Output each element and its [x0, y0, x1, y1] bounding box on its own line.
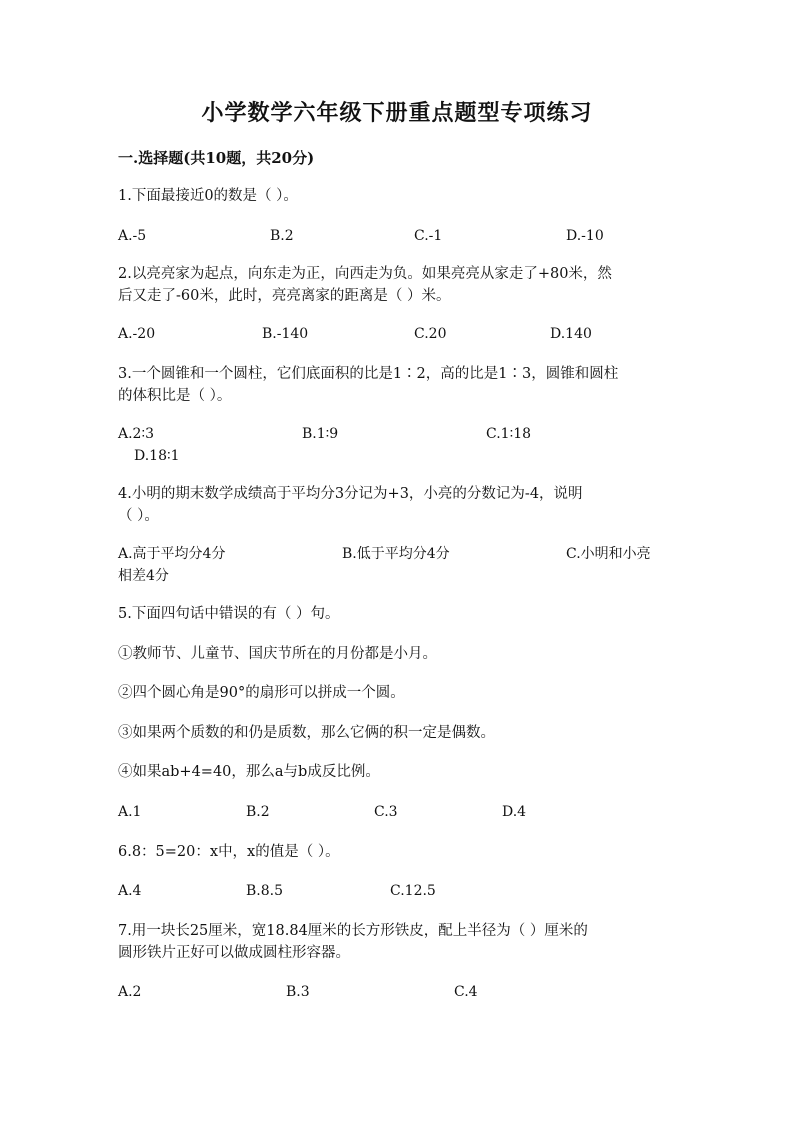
- question-3-stem-line-1: 3.一个圆锥和一个圆柱，它们底面积的比是1∶2，高的比是1∶3，圆锥和圆柱: [118, 366, 619, 382]
- question-4-option-c: C.小明和小亮: [566, 546, 651, 562]
- question-1-option-d: D.-10: [566, 228, 604, 244]
- question-2-stem-line-2: 后又走了-60米，此时，亮亮离家的距离是（ ）米。: [118, 288, 451, 304]
- question-1-option-c: C.-1: [414, 228, 443, 244]
- question-4-stem-line-2: （ ）。: [118, 508, 159, 524]
- question-7-option-b: B.3: [286, 984, 310, 1000]
- question-4-option-b: B.低于平均分4分: [342, 546, 450, 562]
- question-5-statement-3: ③如果两个质数的和仍是质数，那么它俩的积一定是偶数。: [118, 725, 495, 741]
- question-7-option-c: C.4: [454, 984, 478, 1000]
- section-heading: 一.选择题(共10题，共20分): [118, 149, 315, 167]
- question-4-option-c-continued: 相差4分: [118, 568, 169, 584]
- question-1-option-b: B.2: [270, 228, 294, 244]
- page-title: 小学数学六年级下册重点题型专项练习: [201, 100, 593, 126]
- question-5-statement-1: ①教师节、儿童节、国庆节所在的月份都是小月。: [118, 646, 437, 662]
- question-6-stem: 6.8：5=20：x中，x的值是（ ）。: [118, 844, 340, 860]
- question-5-option-b: B.2: [246, 804, 270, 820]
- question-7-stem-line-1: 7.用一块长25厘米，宽18.84厘米的长方形铁皮，配上半径为（ ）厘米的: [118, 923, 588, 939]
- question-5-option-d: D.4: [502, 804, 527, 820]
- question-6-option-b: B.8.5: [246, 883, 284, 899]
- question-5-option-a: A.1: [118, 804, 142, 820]
- question-5-statement-4: ④如果ab+4=40，那么a与b成反比例。: [118, 764, 380, 780]
- question-3-option-c: C.1∶18: [486, 426, 532, 442]
- question-5-statement-2: ②四个圆心角是90°的扇形可以拼成一个圆。: [118, 685, 405, 701]
- question-2-stem-line-1: 2.以亮亮家为起点，向东走为正，向西走为负。如果亮亮从家走了+80米，然: [118, 266, 612, 282]
- question-4-option-a: A.高于平均分4分: [118, 546, 226, 562]
- question-7-stem-line-2: 圆形铁片正好可以做成圆柱形容器。: [118, 945, 350, 961]
- question-1-stem: 1.下面最接近0的数是（ ）。: [118, 188, 298, 204]
- question-2-option-c: C.20: [414, 326, 447, 342]
- question-5-option-c: C.3: [374, 804, 398, 820]
- question-2-option-b: B.-140: [262, 326, 309, 342]
- question-6-option-c: C.12.5: [390, 883, 436, 899]
- question-3-option-b: B.1∶9: [302, 426, 339, 442]
- question-2-option-d: D.140: [550, 326, 592, 342]
- question-6-option-a: A.4: [118, 883, 142, 899]
- question-3-stem-line-2: 的体积比是（ ）。: [118, 388, 232, 404]
- question-7-option-a: A.2: [118, 984, 142, 1000]
- question-3-option-a: A.2∶3: [118, 426, 155, 442]
- question-2-option-a: A.-20: [118, 326, 156, 342]
- question-5-stem: 5.下面四句话中错误的有（ ）句。: [118, 606, 340, 622]
- question-4-stem-line-1: 4.小明的期末数学成绩高于平均分3分记为+3，小亮的分数记为-4，说明: [118, 486, 583, 502]
- question-3-option-d: D.18∶1: [134, 448, 180, 464]
- question-1-option-a: A.-5: [118, 228, 147, 244]
